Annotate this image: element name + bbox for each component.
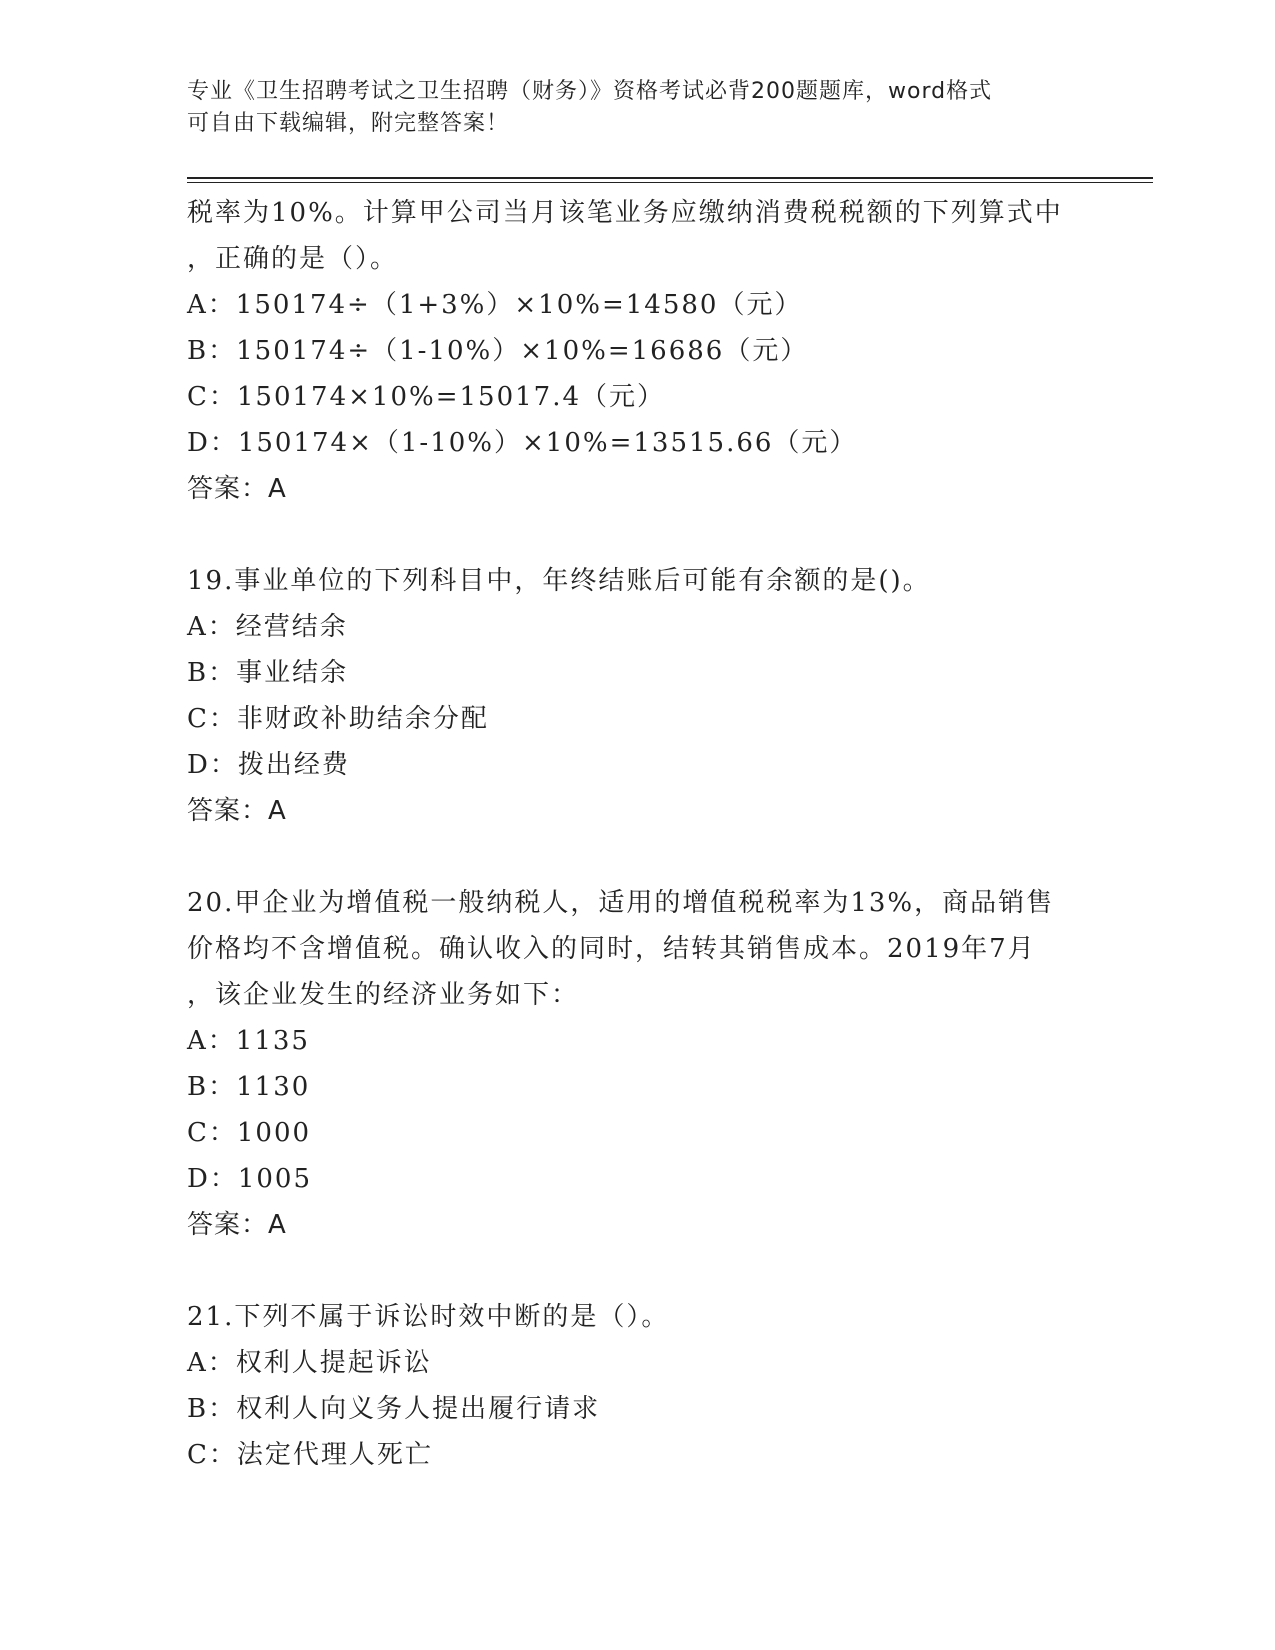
question-20-stem-line-1: 20.甲企业为增值税一般纳税人，适用的增值税税率为13%，商品销售 bbox=[187, 888, 1055, 918]
question-19-stem-line-1: 19.事业单位的下列科目中，年终结账后可能有余额的是()。 bbox=[187, 566, 931, 596]
question-18-option-d: D：150174×（1-10%）×10%=13515.66（元） bbox=[187, 428, 858, 458]
question-21-option-c: C：法定代理人死亡 bbox=[187, 1440, 433, 1470]
spacer bbox=[187, 512, 1087, 558]
question-20-stem-line-2: 价格均不含增值税。确认收入的同时，结转其销售成本。2019年7月 bbox=[187, 934, 1036, 964]
question-20-answer: 答案：A bbox=[187, 1210, 287, 1240]
question-18-option-a: A：150174÷（1+3%）×10%=14580（元） bbox=[187, 290, 803, 320]
question-19-option-d: D：拨出经费 bbox=[187, 750, 350, 780]
question-18 bbox=[187, 190, 1087, 512]
question-19 bbox=[187, 558, 1087, 834]
question-19-option-a: A：经营结余 bbox=[187, 612, 348, 642]
question-18-answer: 答案：A bbox=[187, 474, 287, 504]
header-divider-thick bbox=[187, 177, 1153, 179]
question-20-option-d: D：1005 bbox=[187, 1164, 313, 1194]
question-20 bbox=[187, 880, 1087, 1248]
question-20-option-c: C：1000 bbox=[187, 1118, 312, 1148]
document-header bbox=[187, 76, 1067, 140]
question-20-stem-line-3: ，该企业发生的经济业务如下： bbox=[187, 980, 580, 1010]
question-21-option-b: B：权利人向义务人提出履行请求 bbox=[187, 1394, 601, 1424]
question-19-option-b: B：事业结余 bbox=[187, 658, 349, 688]
spacer bbox=[187, 1248, 1087, 1294]
question-21 bbox=[187, 1294, 1087, 1478]
question-list bbox=[187, 190, 1087, 1478]
question-21-option-a: A：权利人提起诉讼 bbox=[187, 1348, 432, 1378]
question-18-option-b: B：150174÷（1-10%）×10%=16686（元） bbox=[187, 336, 809, 366]
header-line-2: 可自由下载编辑，附完整答案！ bbox=[187, 111, 510, 136]
header-line-1: 专业《卫生招聘考试之卫生招聘（财务）》资格考试必背200题题库，word格式 bbox=[187, 79, 993, 104]
question-20-option-b: B：1130 bbox=[187, 1072, 311, 1102]
question-19-answer: 答案：A bbox=[187, 796, 287, 826]
question-18-option-c: C：150174×10%=15017.4（元） bbox=[187, 382, 666, 412]
header-divider-thin bbox=[187, 182, 1153, 183]
question-20-option-a: A：1135 bbox=[187, 1026, 310, 1056]
question-18-stem-line-2: ，正确的是（）。 bbox=[187, 244, 399, 274]
question-19-option-c: C：非财政补助结余分配 bbox=[187, 704, 489, 734]
question-18-stem-line-1: 税率为10%。计算甲公司当月该笔业务应缴纳消费税税额的下列算式中 bbox=[187, 198, 1063, 228]
spacer bbox=[187, 834, 1087, 880]
question-21-stem-line-1: 21.下列不属于诉讼时效中断的是（）。 bbox=[187, 1302, 670, 1332]
